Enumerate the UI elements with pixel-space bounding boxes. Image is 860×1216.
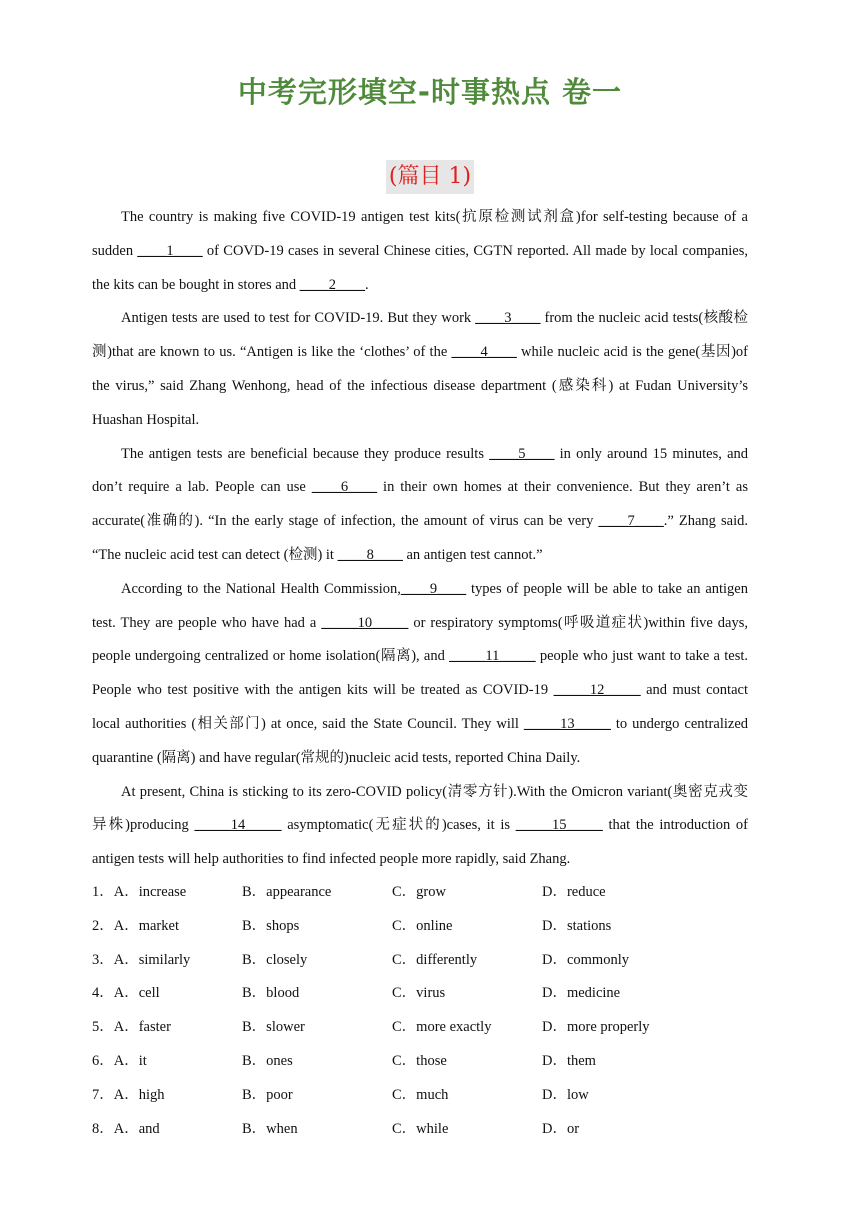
passage-text: in only around 15 minutes, and don’t require a lab. People can use (92, 445, 749, 496)
blank-number: ____9____ (400, 580, 467, 597)
passage-text: that the introduction of antigen tests will help authorities to find infected people more rapidly, said Zhang. (92, 817, 749, 868)
blank-number: _____10_____ (321, 614, 409, 631)
blank-number: ____8____ (337, 546, 403, 563)
page-title: 中考完形填空-时事热点 卷一 (237, 75, 623, 109)
passage-text: At present, China is sticking to its zero-COVID policy(清零方针).With the Omicron variant(奥密克戎变异株)producing (92, 783, 748, 834)
passage-text: people who just want to take a test. People who test positive with the antigen kits will be treated as COVID-19 (92, 648, 748, 699)
option-b: B．appearance (242, 884, 332, 900)
passage-text: .” Zhang said. “The nucleic acid test can detect (检测) it (92, 513, 748, 563)
blank-number: _____15_____ (515, 817, 603, 834)
cloze-passage (92, 201, 748, 877)
blank-number: ____3____ (475, 310, 541, 327)
option-b: B．closely (242, 951, 308, 968)
blank-number: ____5____ (489, 445, 555, 462)
option-row (92, 1045, 772, 1079)
blank-number: _____14_____ (194, 817, 282, 834)
option-b: B．blood (242, 985, 300, 1002)
option-d: D．low (542, 1086, 589, 1103)
option-row (92, 1011, 772, 1045)
option-a: 1．A．increase (92, 884, 187, 900)
option-a: 8．A．and (92, 1120, 160, 1137)
passage-text: The antigen tests are beneficial because they produce results (121, 445, 490, 462)
option-c: C．more exactly (392, 1019, 492, 1036)
blank-number: ____4____ (451, 344, 517, 361)
passage-paragraph (92, 201, 748, 302)
option-d: D．or (542, 1120, 580, 1137)
passage-paragraph (92, 776, 748, 877)
section-subtitle: (篇目 1) (386, 160, 474, 194)
option-c: C．much (392, 1086, 449, 1103)
option-a: 6．A．it (92, 1052, 147, 1069)
option-a: 5．A．faster (92, 1019, 171, 1036)
option-c: C．while (392, 1120, 449, 1137)
option-row (92, 1113, 772, 1147)
passage-text: asymptomatic(无症状的)cases, it is (281, 817, 516, 834)
blank-number: ____1____ (137, 242, 203, 259)
option-d: D．stations (542, 917, 612, 934)
option-a: 3．A．similarly (92, 951, 191, 968)
blank-number: ____2____ (299, 276, 366, 293)
passage-paragraph (92, 302, 748, 437)
passage-text: in their own homes at their convenience. But they aren’t as accurate(准确的). “In the early stage of infection, the amount of virus can be very (92, 479, 748, 530)
option-d: D．medicine (542, 985, 621, 1002)
option-b: B．when (242, 1120, 298, 1137)
passage-paragraph (92, 573, 748, 776)
answer-options (92, 876, 772, 1146)
passage-text: an antigen test cannot.” (402, 546, 543, 563)
passage-text: or respiratory symptoms(呼吸道症状)within five days, people undergoing centralized or home isolation(隔离), and (92, 614, 749, 665)
option-c: C．those (392, 1052, 447, 1069)
blank-number: ____7____ (598, 513, 664, 530)
blank-number: _____11_____ (449, 648, 536, 665)
option-c: C．grow (392, 884, 446, 900)
passage-paragraph (92, 438, 748, 573)
option-row (92, 1079, 772, 1113)
option-d: D．reduce (542, 884, 606, 900)
passage-text: and must contact local authorities (相关部门) at once, said the State Council. They will (92, 682, 748, 732)
passage-text: The country is making five COVID-19 antigen test kits(抗原检测试剂盒)for self-testing because of a sudden (92, 209, 748, 259)
passage-text: types of people will be able to take an antigen test. They are people who have had a (92, 580, 748, 631)
option-d: D．them (542, 1052, 596, 1069)
option-d: D．commonly (542, 951, 629, 968)
subtitle-container (0, 160, 860, 194)
option-c: C．online (392, 917, 453, 934)
passage-text: to undergo centralized quarantine (隔离) and have regular(常规的)nucleic acid tests, reported China Daily. (92, 715, 748, 766)
blank-number: ____6____ (311, 479, 378, 496)
option-b: B．poor (242, 1086, 293, 1103)
option-b: B．ones (242, 1052, 293, 1069)
passage-text: of COVD-19 cases in several Chinese cities, CGTN reported. All made by local companies, the kits can be bought in stores and (92, 242, 748, 293)
option-c: C．virus (392, 985, 446, 1002)
option-b: B．slower (242, 1019, 305, 1036)
option-a: 4．A．cell (92, 985, 160, 1002)
option-c: C．differently (392, 951, 478, 968)
option-row (92, 944, 772, 978)
blank-number: _____12_____ (553, 682, 641, 699)
option-a: 2．A．market (92, 917, 179, 934)
blank-number: _____13_____ (523, 715, 611, 732)
passage-text: while nucleic acid is the gene(基因)of the virus,” said Zhang Wenhong, head of the infectious disease department (感染科) at Fudan University’s Huashan Hospital. (92, 344, 748, 428)
passage-text: Antigen tests are used to test for COVID-19. But they work (121, 310, 476, 327)
option-b: B．shops (242, 917, 300, 934)
passage-text: According to the National Health Commission, (121, 580, 401, 597)
option-row (92, 910, 772, 944)
option-row (92, 876, 772, 910)
option-a: 7．A．high (92, 1086, 165, 1103)
passage-text: . (365, 276, 369, 293)
option-row (92, 977, 772, 1011)
passage-text: from the nucleic acid tests(核酸检测)that are known to us. “Antigen is like the ‘clothes’ of the (92, 310, 748, 361)
option-d: D．more properly (542, 1019, 650, 1036)
